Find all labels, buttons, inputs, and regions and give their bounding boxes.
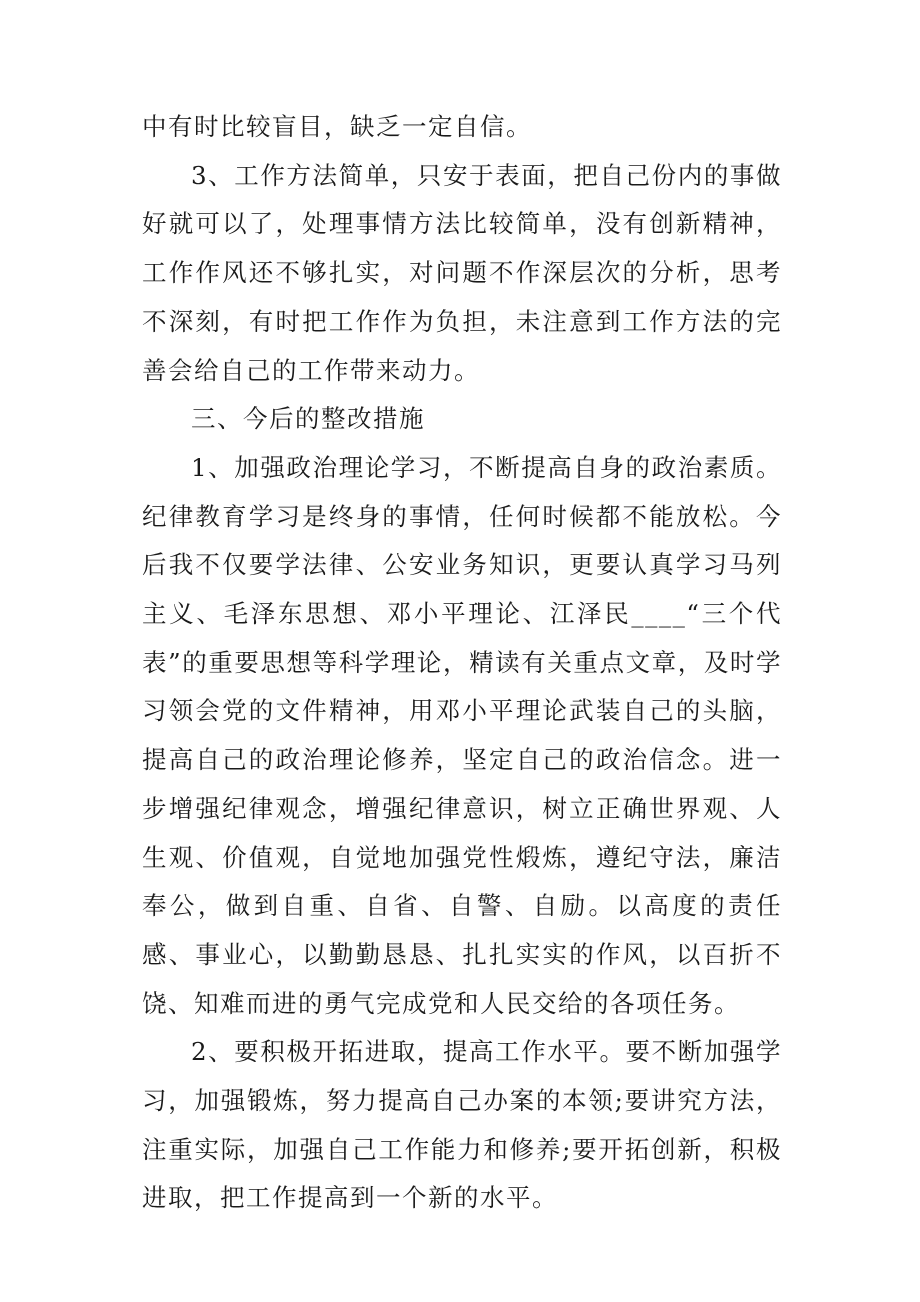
paragraph-measure-1: 1、加强政治理论学习，不断提高自身的政治素质。纪律教育学习是终身的事情，任何时候都不能放松。今后我不仅要学法律、公安业务知识，更要认真学习马列主义、毛泽东思想、邓小平理论、江泽民____“三个代表”的重要思想等科学理论，精读有关重点文章，及时学习领会党的文件精神，用邓小平理论武装自己的头脑，提高自己的政治理论修养，坚定自己的政治信念。进一步增强纪律观念，增强纪律意识，树立正确世界观、人生观、价值观，自觉地加强党性煅炼，遵纪守法，廉洁奉公，做到自重、自省、自警、自励。以高度的责任感、事业心，以勤勤恳恳、扎扎实实的作风，以百折不饶、知难而进的勇气完成党和人民交给的各项任务。 <box>142 452 782 1018</box>
paragraph-item-3: 3、工作方法简单，只安于表面，把自己份内的事做好就可以了，处理事情方法比较简单，没有创新精神，工作作风还不够扎实，对问题不作深层次的分析，思考不深刻，有时把工作作为负担，未注意到工作方法的完善会给自己的工作带来动力。 <box>142 160 782 385</box>
paragraph-continuation: 中有时比较盲目，缺乏一定自信。 <box>142 112 532 141</box>
section-heading: 三、今后的整改措施 <box>191 404 425 434</box>
paragraph-measure-2: 2、要积极开拓进取，提高工作水平。要不断加强学习，加强锻炼，努力提高自己办案的本领;要讲究方法，注重实际，加强自己工作能力和修养;要开拓创新，积极进取，把工作提高到一个新的水平。 <box>142 1037 782 1213</box>
document-body <box>142 103 782 1223</box>
